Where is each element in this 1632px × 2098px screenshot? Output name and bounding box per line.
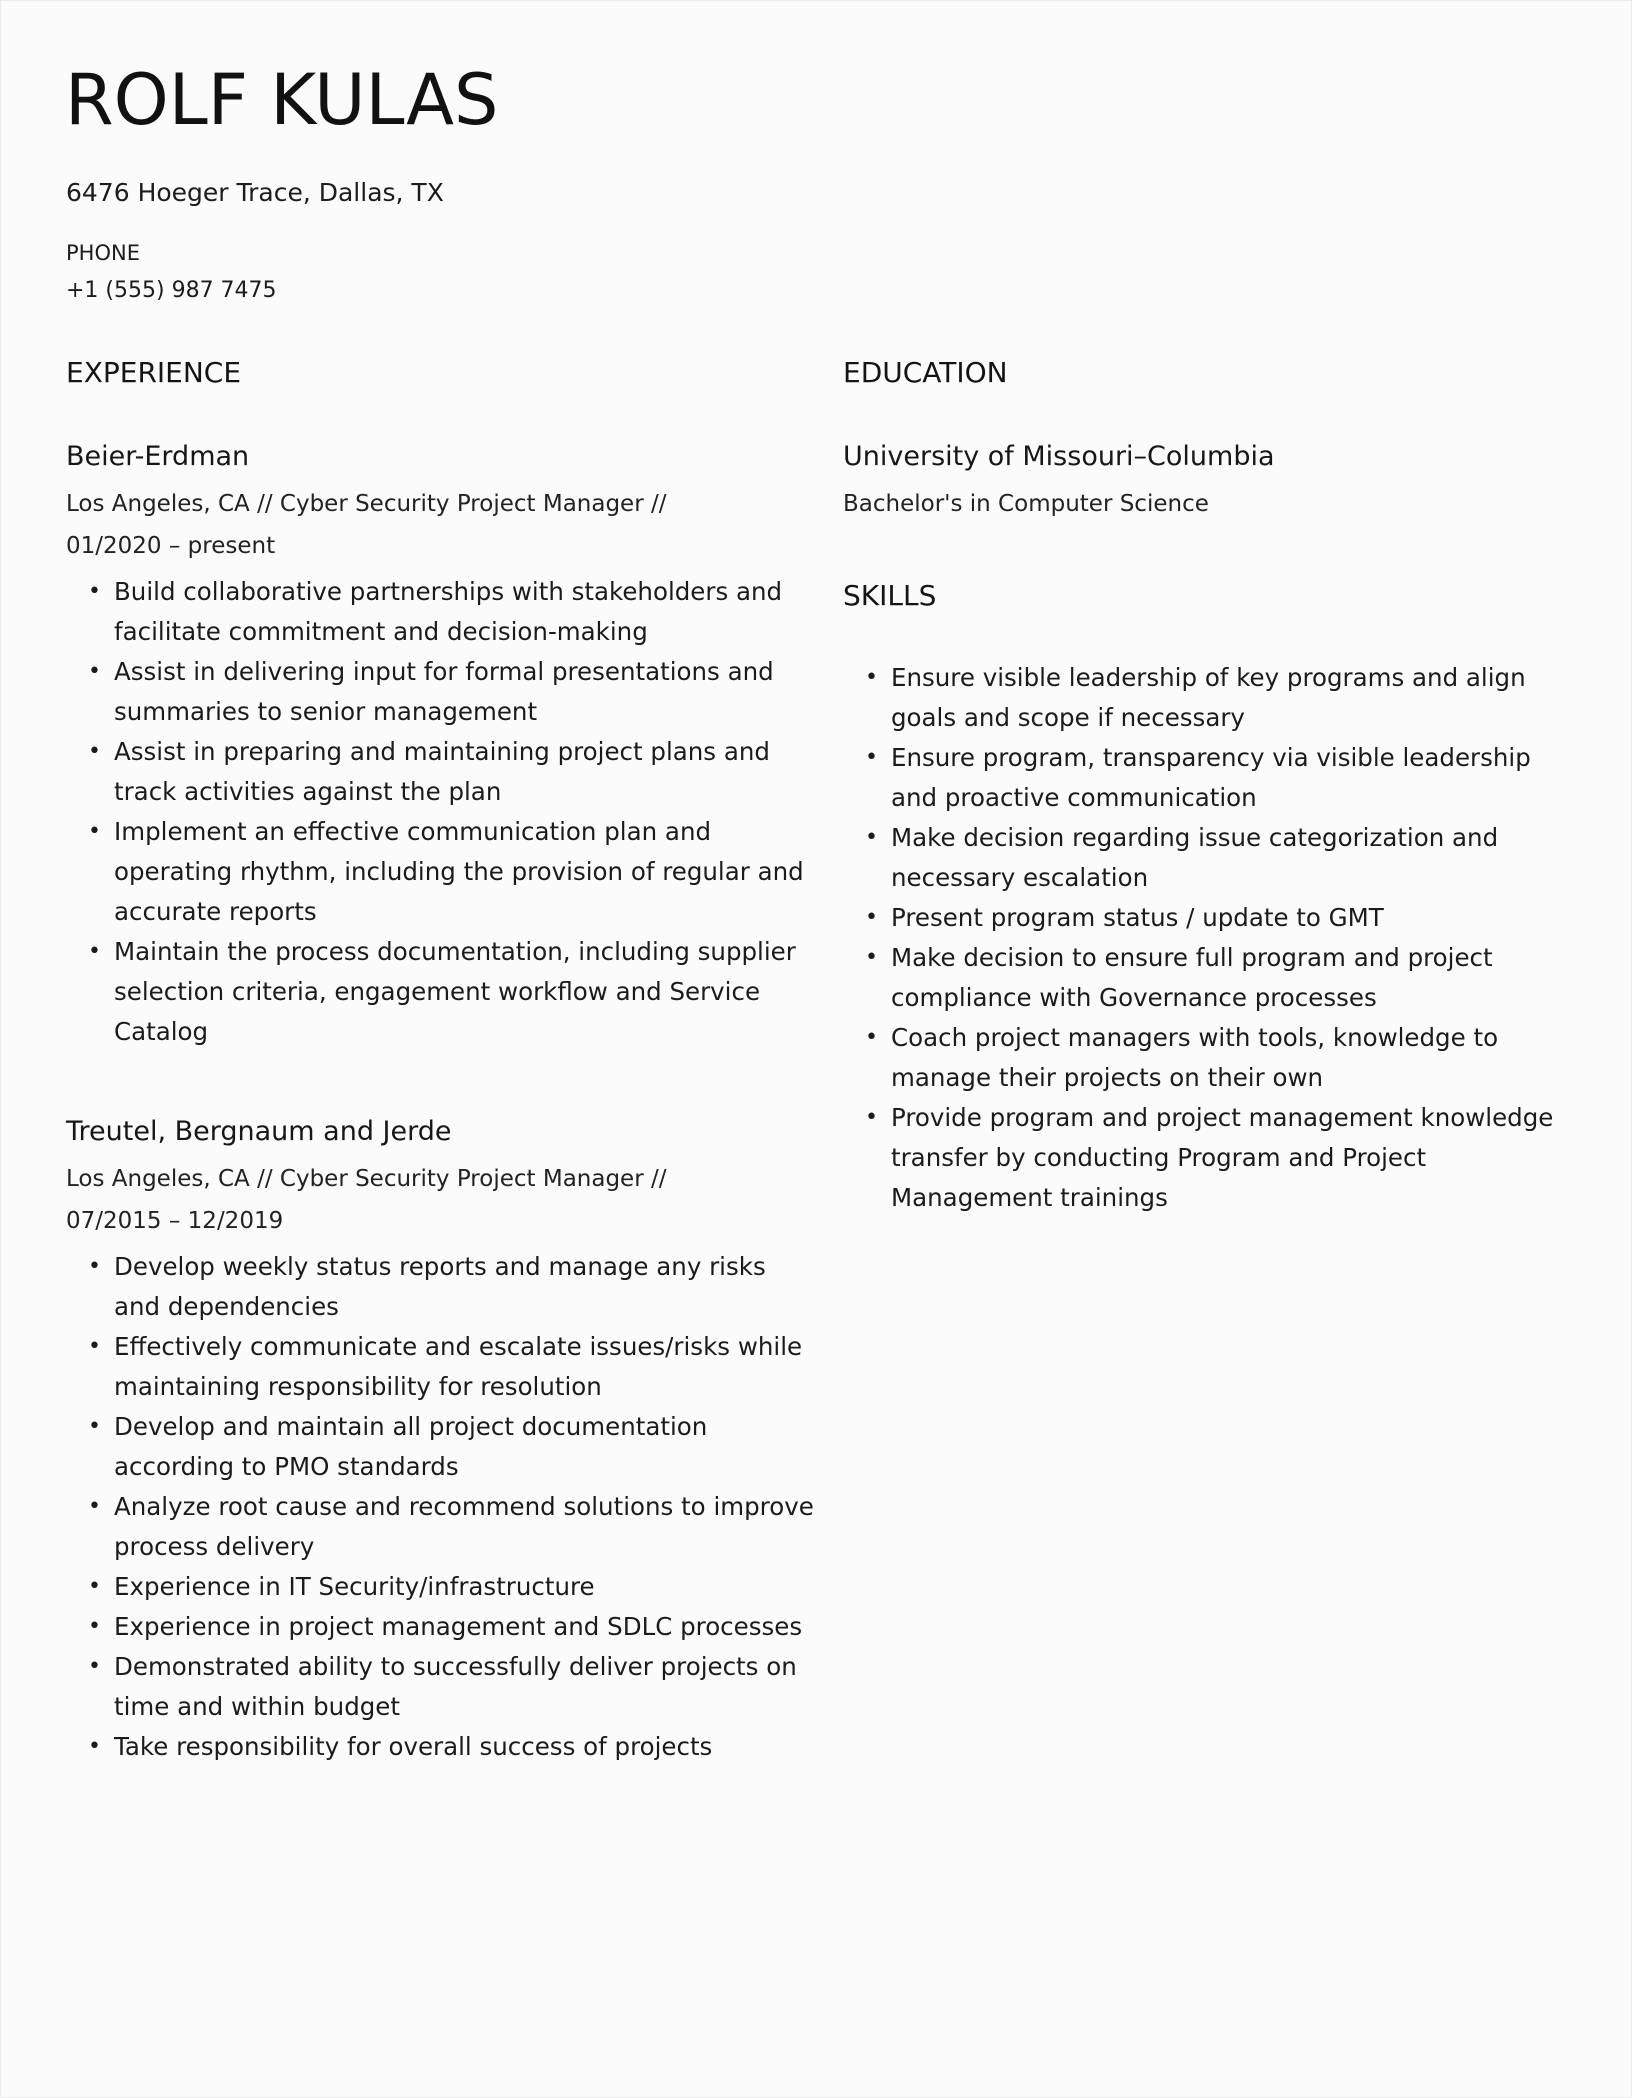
- skill-item: • Ensure program, transparency via visible leadership and proactive communication: [843, 738, 1573, 818]
- skills-heading: SKILLS: [843, 579, 937, 612]
- phone-label: PHONE: [66, 241, 140, 265]
- job-bullet: • Build collaborative partnerships with stakeholders and facilitate commitment and decision-making: [66, 572, 816, 652]
- job-meta: Los Angeles, CA // Cyber Security Project Manager // 01/2020 – present: [66, 491, 667, 559]
- address: 6476 Hoeger Trace, Dallas, TX: [66, 178, 444, 207]
- job-bullet: • Assist in preparing and maintaining project plans and track activities against the plan: [66, 732, 816, 812]
- job-bullets: [66, 572, 816, 1052]
- skill-item: • Make decision to ensure full program and project compliance with Governance processes: [843, 938, 1573, 1018]
- job-bullet: • Effectively communicate and escalate issues/risks while maintaining responsibility for resolution: [66, 1327, 816, 1407]
- skill-item: • Make decision regarding issue categorization and necessary escalation: [843, 818, 1573, 898]
- degree: Bachelor's in Computer Science: [843, 491, 1209, 517]
- experience-heading: EXPERIENCE: [66, 356, 242, 389]
- skill-item: • Present program status / update to GMT: [843, 898, 1573, 938]
- job-company: Beier-Erdman: [66, 441, 250, 472]
- candidate-name: ROLF KULAS: [65, 59, 499, 141]
- job-bullets: [66, 1247, 816, 1767]
- skill-item: • Provide program and project management knowledge transfer by conducting Program and Project Management trainings: [843, 1098, 1573, 1218]
- job-bullet: • Develop weekly status reports and manage any risks and dependencies: [66, 1247, 816, 1327]
- skill-item: • Coach project managers with tools, knowledge to manage their projects on their own: [843, 1018, 1573, 1098]
- job-meta: Los Angeles, CA // Cyber Security Project Manager // 07/2015 – 12/2019: [66, 1166, 667, 1234]
- job-company: Treutel, Bergnaum and Jerde: [66, 1116, 452, 1147]
- job-bullet: • Take responsibility for overall success of projects: [66, 1727, 816, 1767]
- school-name: University of Missouri–Columbia: [843, 441, 1275, 472]
- job-bullet: • Experience in IT Security/infrastructure: [66, 1567, 816, 1607]
- job-bullet: • Implement an effective communication plan and operating rhythm, including the provision of regular and accurate reports: [66, 812, 816, 932]
- job-bullet: • Demonstrated ability to successfully deliver projects on time and within budget: [66, 1647, 816, 1727]
- skills-list: [843, 658, 1573, 1218]
- job-bullet: • Experience in project management and SDLC processes: [66, 1607, 816, 1647]
- education-heading: EDUCATION: [843, 356, 1008, 389]
- job-bullet: • Maintain the process documentation, including supplier selection criteria, engagement workflow and Service Catalog: [66, 932, 816, 1052]
- phone-number: +1 (555) 987 7475: [66, 278, 277, 303]
- job-bullet: • Analyze root cause and recommend solutions to improve process delivery: [66, 1487, 816, 1567]
- job-bullet: • Develop and maintain all project documentation according to PMO standards: [66, 1407, 816, 1487]
- job-bullet: • Assist in delivering input for formal presentations and summaries to senior management: [66, 652, 816, 732]
- skill-item: • Ensure visible leadership of key programs and align goals and scope if necessary: [843, 658, 1573, 738]
